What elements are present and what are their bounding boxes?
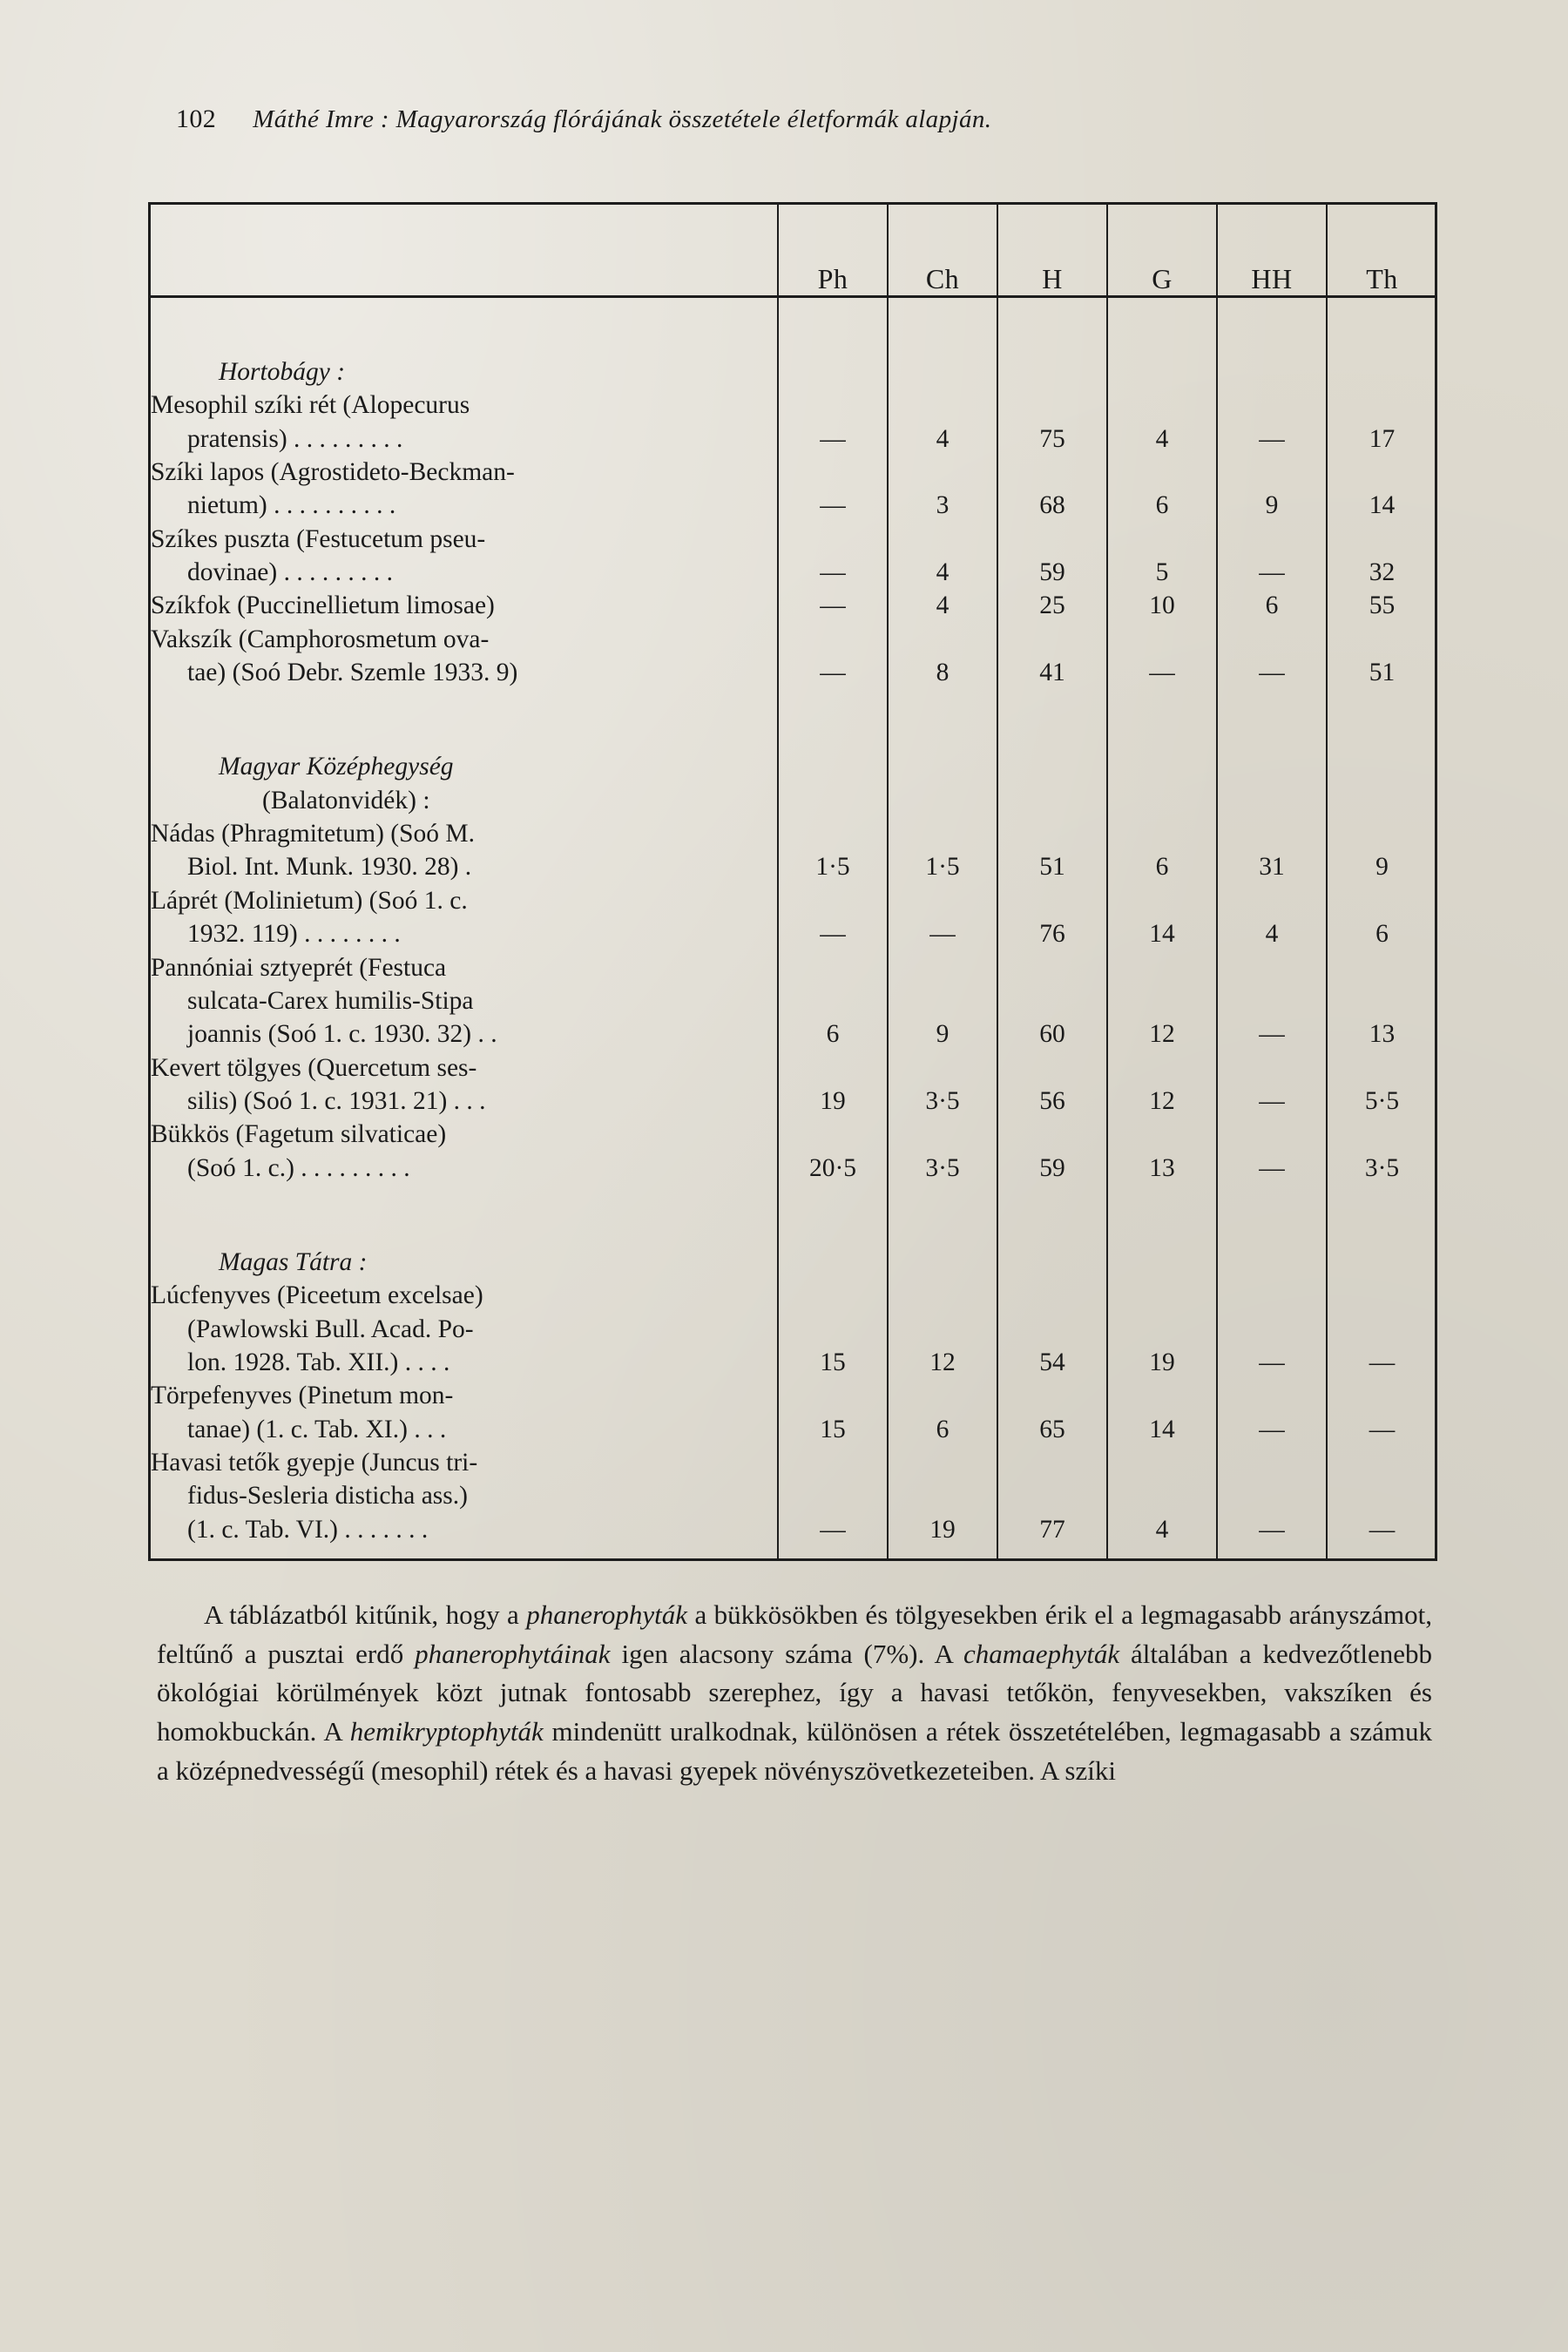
table-row	[151, 456, 1436, 523]
spacer-cell	[1217, 1546, 1327, 1558]
column-header-h: H	[997, 205, 1107, 297]
empty-cell	[1327, 347, 1436, 389]
table-group-heading: Hortobágy :	[219, 358, 346, 386]
cell-g: 4	[1107, 1446, 1217, 1546]
cell-h: 65	[997, 1379, 1107, 1446]
cell-hh: 31	[1217, 817, 1327, 884]
empty-cell	[1327, 1237, 1436, 1279]
table-group-heading-row	[151, 347, 1436, 389]
empty-cell	[888, 1237, 997, 1279]
cell-g: 10	[1107, 589, 1217, 622]
cell-g: 5	[1107, 523, 1217, 590]
row-label-line: Láprét (Molinietum) (Soó 1. c.	[151, 886, 468, 915]
spacer-cell	[151, 689, 778, 741]
spacer-cell	[1107, 297, 1217, 348]
column-header-hh: HH	[1217, 205, 1327, 297]
cell-ch: 19	[888, 1446, 997, 1546]
row-label	[151, 623, 778, 690]
cell-th: 14	[1327, 456, 1436, 523]
spacer-cell	[997, 297, 1107, 348]
table-row	[151, 817, 1436, 884]
empty-cell	[1217, 741, 1327, 783]
cell-ph: —	[778, 1446, 888, 1546]
cell-th: 13	[1327, 951, 1436, 1051]
row-label-line: fidus-Sesleria disticha ass.)	[187, 1482, 468, 1511]
spacer-cell	[1327, 1185, 1436, 1237]
cell-hh: —	[1217, 1279, 1327, 1379]
life-form-table	[151, 205, 1436, 1558]
table-row	[151, 1051, 1436, 1119]
table-group-heading-row	[151, 741, 1436, 783]
row-label-line: Pannóniai sztyeprét (Festuca	[151, 953, 447, 982]
row-label-line: (1. c. Tab. VI.) . . . . . . .	[187, 1515, 429, 1544]
cell-h: 76	[997, 884, 1107, 951]
table-body	[151, 297, 1436, 1559]
cell-ch: 3·5	[888, 1118, 997, 1185]
cell-hh: —	[1217, 1446, 1327, 1546]
cell-h: 25	[997, 589, 1107, 622]
empty-cell	[778, 784, 888, 817]
row-label	[151, 1379, 778, 1446]
table-spacer-row	[151, 1185, 1436, 1237]
cell-ch: 9	[888, 951, 997, 1051]
cell-g: 6	[1107, 817, 1217, 884]
cell-ph: 6	[778, 951, 888, 1051]
spacer-cell	[1217, 1185, 1327, 1237]
cell-ch: 3·5	[888, 1051, 997, 1119]
cell-ph: —	[778, 456, 888, 523]
row-label-line: 1932. 119) . . . . . . . .	[187, 920, 401, 949]
cell-h: 54	[997, 1279, 1107, 1379]
cell-ph: —	[778, 589, 888, 622]
empty-cell	[778, 1237, 888, 1279]
row-label-line: Bükkös (Fagetum silvaticae)	[151, 1120, 447, 1149]
row-label-line: Havasi tetők gyepje (Juncus tri-	[151, 1448, 478, 1477]
empty-cell	[1107, 784, 1217, 817]
spacer-cell	[151, 1546, 778, 1558]
cell-g: 13	[1107, 1118, 1217, 1185]
row-label	[151, 884, 778, 951]
cell-th: —	[1327, 1279, 1436, 1379]
empty-cell	[1107, 1237, 1217, 1279]
cell-ch: 8	[888, 623, 997, 690]
row-label-line: tanae) (1. c. Tab. XI.) . . .	[187, 1415, 447, 1443]
body-paragraph	[148, 1596, 1437, 1790]
row-label	[151, 456, 778, 523]
empty-cell	[1217, 784, 1327, 817]
row-label-line: Mesophil szíki rét (Alopecurus	[151, 391, 470, 420]
spacer-cell	[1107, 1546, 1217, 1558]
row-label-line: sulcata-Carex humilis-Stipa	[187, 986, 474, 1015]
spacer-cell	[997, 1185, 1107, 1237]
table-row	[151, 623, 1436, 690]
table-header-row	[151, 205, 1436, 297]
table-spacer-row	[151, 297, 1436, 348]
cell-th: 17	[1327, 389, 1436, 456]
row-label-line: Vakszík (Camphorosmetum ova-	[151, 625, 490, 653]
row-label	[151, 523, 778, 590]
row-label-line: Lúcfenyves (Piceetum excelsae)	[151, 1281, 483, 1310]
cell-ch: 4	[888, 589, 997, 622]
row-label-line: Szíki lapos (Agrostideto-Beckman-	[151, 458, 515, 487]
cell-ph: —	[778, 884, 888, 951]
cell-ph: —	[778, 523, 888, 590]
column-header-label	[151, 205, 778, 297]
cell-h: 41	[997, 623, 1107, 690]
spacer-cell	[778, 689, 888, 741]
row-label-line: Szíkfok (Puccinellietum limosae)	[151, 591, 495, 620]
spacer-cell	[1107, 1185, 1217, 1237]
row-label-line: dovinae) . . . . . . . . .	[187, 558, 393, 587]
table-group-subheading-row	[151, 784, 1436, 817]
table-row	[151, 1279, 1436, 1379]
row-label	[151, 817, 778, 884]
table-row	[151, 389, 1436, 456]
row-label	[151, 389, 778, 456]
spacer-cell	[1217, 297, 1327, 348]
spacer-cell	[997, 1546, 1107, 1558]
row-label-line: lon. 1928. Tab. XII.) . . . .	[187, 1348, 450, 1376]
cell-ch: 6	[888, 1379, 997, 1446]
row-label-line: Nádas (Phragmitetum) (Soó M.	[151, 820, 475, 848]
cell-hh: 4	[1217, 884, 1327, 951]
cell-hh: —	[1217, 1379, 1327, 1446]
cell-hh: —	[1217, 951, 1327, 1051]
empty-cell	[1327, 741, 1436, 783]
spacer-cell	[888, 297, 997, 348]
cell-h: 75	[997, 389, 1107, 456]
cell-hh: —	[1217, 1051, 1327, 1119]
cell-th: 6	[1327, 884, 1436, 951]
row-label-line: Törpefenyves (Pinetum mon-	[151, 1382, 454, 1410]
cell-g: —	[1107, 623, 1217, 690]
cell-g: 19	[1107, 1279, 1217, 1379]
cell-ch: 3	[888, 456, 997, 523]
empty-cell	[997, 784, 1107, 817]
empty-cell	[997, 347, 1107, 389]
table-row	[151, 523, 1436, 590]
spacer-cell	[1327, 689, 1436, 741]
cell-ph: 19	[778, 1051, 888, 1119]
table-group-heading-row	[151, 1237, 1436, 1279]
spacer-cell	[1107, 689, 1217, 741]
empty-cell	[778, 741, 888, 783]
running-title: Máthé Imre : Magyarország flórájának összetétele életformák alapján.	[253, 105, 992, 133]
empty-cell	[888, 784, 997, 817]
table-row	[151, 1379, 1436, 1446]
table-row	[151, 1446, 1436, 1546]
empty-cell	[1327, 784, 1436, 817]
row-label-line: Kevert tölgyes (Quercetum ses-	[151, 1053, 477, 1082]
cell-ph: 20·5	[778, 1118, 888, 1185]
cell-th: 55	[1327, 589, 1436, 622]
row-label	[151, 589, 778, 622]
cell-h: 77	[997, 1446, 1107, 1546]
table-group-heading: Magas Tátra :	[219, 1247, 368, 1276]
cell-h: 68	[997, 456, 1107, 523]
empty-cell	[1107, 347, 1217, 389]
row-label-line: Biol. Int. Munk. 1930. 28) .	[187, 853, 472, 882]
data-table-container	[148, 202, 1437, 1561]
row-label	[151, 1446, 778, 1546]
table-header	[151, 205, 1436, 297]
cell-ph: —	[778, 623, 888, 690]
table-row	[151, 1118, 1436, 1185]
cell-h: 56	[997, 1051, 1107, 1119]
cell-h: 60	[997, 951, 1107, 1051]
row-label-line: Szíkes puszta (Festucetum pseu-	[151, 524, 486, 553]
empty-cell	[778, 347, 888, 389]
cell-h: 59	[997, 1118, 1107, 1185]
cell-th: 5·5	[1327, 1051, 1436, 1119]
row-label-line: tae) (Soó Debr. Szemle 1933. 9)	[187, 659, 518, 687]
body-paragraph-text: A táblázatból kitűnik, hogy a phanerophyták a bükkösökben és tölgyesekben érik el a legmagasabb arányszámot, feltűnő a pusztai erdő phanerophytáinak igen alacsony száma (7%). A chamaephyták általában a kedvezőtlenebb ökológiai körülmények közt jutnak fontosabb szerephez, így a havasi tetőkön, fenyvesekben, vakszíken és homokbuckán. A hemikryptophyták mindenütt uralkodnak, különösen a rétek összetételében, legmagasabb a számuk a középnedvességű (mesophil) rétek és a havasi gyepek növényszövetkezeteiben. A szíki	[157, 1599, 1433, 1786]
cell-ch: 4	[888, 389, 997, 456]
row-label-line: silis) (Soó 1. c. 1931. 21) . . .	[187, 1086, 486, 1115]
cell-ph: 15	[778, 1279, 888, 1379]
spacer-cell	[997, 689, 1107, 741]
spacer-cell	[1327, 297, 1436, 348]
column-header-th: Th	[1327, 205, 1436, 297]
cell-ph: 15	[778, 1379, 888, 1446]
empty-cell	[1107, 741, 1217, 783]
spacer-cell	[888, 1185, 997, 1237]
cell-ch: 12	[888, 1279, 997, 1379]
cell-ph: 1·5	[778, 817, 888, 884]
cell-hh: —	[1217, 389, 1327, 456]
cell-g: 6	[1107, 456, 1217, 523]
cell-th: 51	[1327, 623, 1436, 690]
running-head	[148, 105, 1437, 134]
cell-g: 12	[1107, 951, 1217, 1051]
spacer-cell	[1327, 1546, 1436, 1558]
cell-hh: —	[1217, 623, 1327, 690]
spacer-cell	[1217, 689, 1327, 741]
cell-h: 59	[997, 523, 1107, 590]
column-header-ch: Ch	[888, 205, 997, 297]
row-label	[151, 1118, 778, 1185]
empty-cell	[888, 347, 997, 389]
spacer-cell	[778, 1185, 888, 1237]
cell-h: 51	[997, 817, 1107, 884]
cell-g: 14	[1107, 1379, 1217, 1446]
cell-ch: —	[888, 884, 997, 951]
cell-ch: 4	[888, 523, 997, 590]
empty-cell	[997, 1237, 1107, 1279]
spacer-cell	[778, 297, 888, 348]
table-group-subheading: (Balatonvidék) :	[262, 786, 430, 814]
cell-th: 32	[1327, 523, 1436, 590]
table-row	[151, 589, 1436, 622]
cell-g: 14	[1107, 884, 1217, 951]
cell-hh: —	[1217, 1118, 1327, 1185]
cell-hh: —	[1217, 523, 1327, 590]
spacer-cell	[888, 689, 997, 741]
cell-th: 3·5	[1327, 1118, 1436, 1185]
column-header-g: G	[1107, 205, 1217, 297]
row-label-line: (Pawlowski Bull. Acad. Po-	[187, 1315, 474, 1343]
column-header-ph: Ph	[778, 205, 888, 297]
cell-g: 12	[1107, 1051, 1217, 1119]
row-label	[151, 1279, 778, 1379]
cell-th: —	[1327, 1446, 1436, 1546]
cell-hh: 9	[1217, 456, 1327, 523]
cell-th: 9	[1327, 817, 1436, 884]
cell-th: —	[1327, 1379, 1436, 1446]
table-spacer-row	[151, 689, 1436, 741]
row-label	[151, 1051, 778, 1119]
spacer-cell	[778, 1546, 888, 1558]
empty-cell	[997, 741, 1107, 783]
spacer-cell	[151, 1185, 778, 1237]
spacer-cell	[151, 297, 778, 348]
row-label-line: nietum) . . . . . . . . . .	[187, 491, 396, 520]
table-row	[151, 884, 1436, 951]
row-label-line: (Soó 1. c.) . . . . . . . . .	[187, 1153, 410, 1182]
page-content	[148, 105, 1437, 1817]
cell-ch: 1·5	[888, 817, 997, 884]
cell-g: 4	[1107, 389, 1217, 456]
cell-ph: —	[778, 389, 888, 456]
empty-cell	[888, 741, 997, 783]
row-label-line: joannis (Soó 1. c. 1930. 32) . .	[187, 1020, 497, 1049]
row-label	[151, 951, 778, 1051]
table-row	[151, 951, 1436, 1051]
cell-hh: 6	[1217, 589, 1327, 622]
table-spacer-row	[151, 1546, 1436, 1558]
page-number: 102	[176, 105, 217, 133]
row-label-line: pratensis) . . . . . . . . .	[187, 424, 403, 453]
table-group-heading: Magyar Középhegység	[219, 753, 454, 781]
spacer-cell	[888, 1546, 997, 1558]
empty-cell	[1217, 347, 1327, 389]
empty-cell	[1217, 1237, 1327, 1279]
